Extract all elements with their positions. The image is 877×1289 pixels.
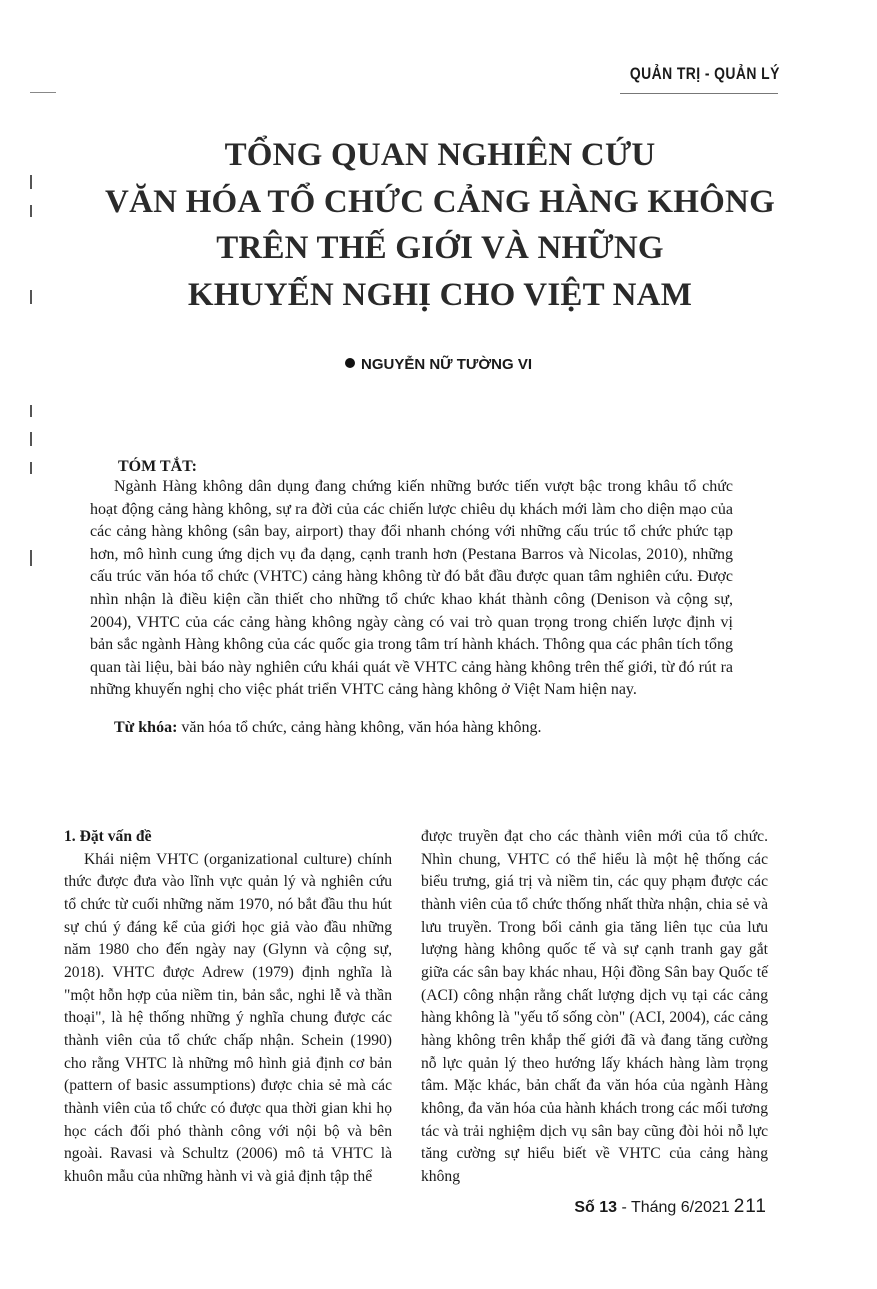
abstract-heading: TÓM TẮT:	[118, 458, 197, 475]
edge-mark	[30, 462, 32, 474]
body-paragraph: Khái niệm VHTC (organizational culture) chính thức được đưa vào lĩnh vực quản lý và nghiên cứu tổ chức từ cuối những năm 1970, nó bắt đầu thu hút sự chú ý đáng kể của giới học giả vào đầu những năm 1980 cho đến ngày nay (Glynn và cộng sự, 2018). VHTC được Adrew (1979) định nghĩa là "một hỗn hợp của niềm tin, bản sắc, nghi lễ và thần thoại", là hệ thống những ý nghĩa chung được các thành viên của tổ chức chấp nhận. Schein (1990) cho rằng VHTC là những mô hình giả định cơ bản (pattern of basic assumptions) được chia sẻ mà các thành viên của tổ chức có được qua thời gian khi họ học cách đối phó thành công với nội bộ và bên ngoài. Ravasi và Schultz (2006) mô tả VHTC là khuôn mẫu của những hành vi và giả định tập thể	[64, 850, 392, 1185]
abstract-body	[90, 476, 733, 702]
page-footer	[574, 1196, 767, 1218]
edge-tick-line	[30, 92, 56, 93]
issue-date: Tháng 6/2021	[630, 1199, 730, 1216]
edge-mark	[30, 290, 32, 304]
keywords-text: văn hóa tổ chức, cảng hàng không, văn hóa hàng không.	[177, 719, 542, 736]
column-right	[421, 826, 768, 1189]
article-title	[60, 132, 820, 318]
column-left	[64, 826, 392, 1189]
edge-mark	[30, 550, 32, 566]
keywords-label: Từ khóa:	[114, 719, 178, 736]
title-line: TRÊN THẾ GIỚI VÀ NHỮNG	[216, 230, 664, 266]
edge-mark	[30, 205, 32, 217]
keywords	[114, 719, 734, 737]
title-line: VĂN HÓA TỔ CHỨC CẢNG HÀNG KHÔNG	[105, 183, 775, 220]
title-line: TỔNG QUAN NGHIÊN CỨU	[224, 137, 656, 173]
title-line: KHUYẾN NGHỊ CHO VIỆT NAM	[187, 276, 693, 313]
edge-mark	[30, 175, 32, 189]
footer-separator: -	[617, 1199, 631, 1216]
page-number: 211	[733, 1196, 767, 1217]
body-paragraph: được truyền đạt cho các thành viên mới của tổ chức. Nhìn chung, VHTC có thể hiểu là một hệ thống các biểu trưng, giá trị và niềm tin, các quy phạm được các thành viên của tổ chức thống nhất thừa nhận, chia sẻ và lưu truyền. Trong bối cảnh gia tăng liên tục của lưu lượng hàng không quốc tế và sự cạnh tranh gay gắt giữa các sân bay khác nhau, Hội đồng Sân bay Quốc tế (ACI) công nhận rằng chất lượng dịch vụ tại các cảng hàng không là "yếu tố sống còn" (ACI, 2004), các cảng hàng không trên khắp thế giới đã và đang tăng cường nỗ lực quản lý theo hướng lấy khách hàng làm trọng tâm. Mặc khác, bản chất đa văn hóa của ngành Hàng không, đa văn hóa của hành khách trong các mối tương tác và trải nghiệm dịch vụ sân bay cũng đòi hỏi nỗ lực tăng cường sự hiểu biết về VHTC của cảng hàng không	[421, 828, 768, 1185]
author-name: NGUYỄN NỮ TƯỜNG VI	[360, 356, 533, 373]
section-label: QUẢN TRỊ - QUẢN LÝ	[630, 64, 780, 83]
bullet-icon	[345, 358, 355, 368]
abstract-paragraph: Ngành Hàng không dân dụng đang chứng kiến những bước tiến vượt bậc trong khâu tổ chức hoạt động cảng hàng không, sự ra đời của các chiến lược chiêu dụ khách mới làm cho diện mạo của các cảng hàng không (sân bay, airport) thay đổi nhanh chóng với những cấu trúc tổ chức phức tạp hơn, mô hình cung ứng dịch vụ đa dạng, cạnh tranh hơn (Pestana Barros và Nicolas, 2010), những cấu trúc văn hóa tổ chức (VHTC) cảng hàng không từ đó bắt đầu được quan tâm nghiên cứu. Được nhìn nhận là điều kiện cần thiết cho những tổ chức khao khát thành công (Denison và cộng sự, 2004), VHTC của các cảng hàng không ngày càng có vai trò quan trọng trong chiến lược định vị bản sắc ngành Hàng không của các quốc gia trong tâm trí hành khách. Thông qua các phân tích tổng quan tài liệu, bài báo này nghiên cứu khái quát về VHTC cảng hàng không trên thế giới, từ đó rút ra những khuyến nghị cho việc phát triển VHTC cảng hàng không ở Việt Nam hiện nay.	[90, 478, 733, 699]
issue-number: Số 13	[574, 1199, 618, 1216]
section-heading: 1. Đặt vấn đề	[64, 828, 152, 845]
header-rule	[620, 93, 778, 94]
author-line	[0, 356, 877, 373]
page-edge-marks	[30, 0, 38, 700]
edge-mark	[30, 432, 32, 446]
edge-mark	[30, 405, 32, 417]
